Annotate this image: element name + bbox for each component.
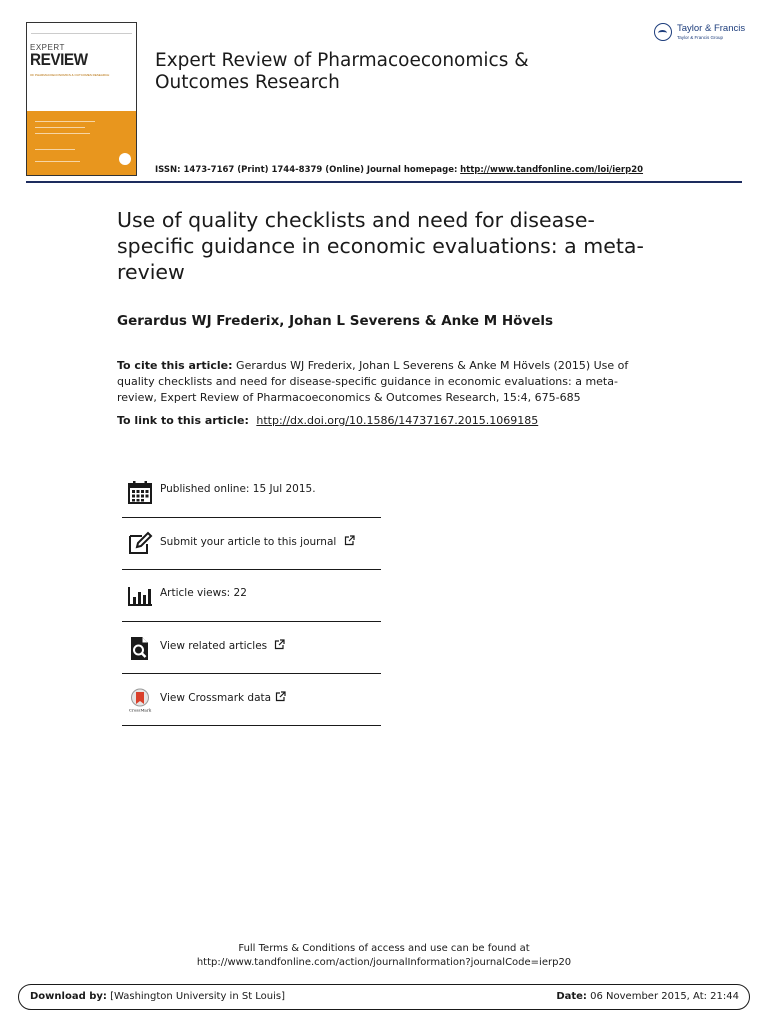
terms-url[interactable]: http://www.tandfonline.com/action/journalInformation?journalCode=ierp20 xyxy=(196,957,572,968)
cover-orange-panel xyxy=(27,111,136,175)
publisher-logo[interactable] xyxy=(654,21,746,47)
article-title: Use of quality checklists and need for disease-specific guidance in economic evaluations: a meta-review xyxy=(117,208,644,284)
edit-icon xyxy=(127,531,153,557)
issn-text: ISSN: 1473-7167 (Print) 1744-8379 (Online) Journal homepage: xyxy=(155,165,458,175)
doi-link[interactable]: http://dx.doi.org/10.1586/14737167.2015.1069185 xyxy=(256,414,539,427)
publisher-name: Taylor & Francis xyxy=(677,23,746,34)
issn-line xyxy=(155,165,643,175)
download-info-bar xyxy=(18,984,750,1010)
citation-text: Gerardus WJ Frederix, Johan L Severens & Anke M Hövels (2015) Use of quality checklists and need for disease-specific guidance in economic evaluations: a meta-review, Expert Review of Pharmacoeconomics & Outcomes Research, 15:4, 675-685 xyxy=(117,359,629,404)
calendar-icon xyxy=(127,479,153,505)
article-views-text: Article views: 22 xyxy=(160,587,247,599)
related-articles-text: View related articles xyxy=(160,640,268,652)
related-articles-link[interactable] xyxy=(160,639,285,652)
journal-title[interactable]: Expert Review of Pharmacoeconomics & Outcomes Research xyxy=(155,50,529,93)
citation-block xyxy=(117,358,637,406)
external-link-icon xyxy=(344,535,355,546)
submit-article-item[interactable] xyxy=(122,518,381,570)
article-authors: Gerardus WJ Frederix, Johan L Severens & Anke M Hövels xyxy=(117,313,554,329)
cover-subtitle-text: OF PHARMACOECONOMICS & OUTCOMES RESEARCH xyxy=(30,73,110,77)
submit-article-text: Submit your article to this journal xyxy=(160,536,337,548)
search-document-icon xyxy=(127,635,153,661)
cover-circle-logo xyxy=(119,153,131,165)
download-by-value: [Washington University in St Louis] xyxy=(110,991,286,1002)
cover-top-strip xyxy=(31,27,132,34)
crossmark-item[interactable] xyxy=(122,674,381,726)
download-date xyxy=(556,991,739,1002)
bar-chart-icon xyxy=(127,583,153,609)
header-divider xyxy=(26,181,742,183)
crossmark-text: View Crossmark data xyxy=(160,692,272,704)
terms-line-1: Full Terms & Conditions of access and use can be found at xyxy=(238,943,530,954)
cover-line xyxy=(35,121,95,122)
published-online-text: Published online: 15 Jul 2015. xyxy=(160,483,316,495)
download-date-value: 06 November 2015, At: 21:44 xyxy=(590,991,739,1002)
citation-label: To cite this article: xyxy=(117,359,233,372)
crossmark-icon xyxy=(127,687,153,713)
external-link-icon xyxy=(274,639,285,650)
cover-line xyxy=(35,149,75,150)
download-by xyxy=(30,991,285,1002)
submit-article-link[interactable] xyxy=(160,535,355,548)
download-date-label: Date: xyxy=(556,991,587,1002)
article-info-list xyxy=(122,466,381,726)
journal-cover-image xyxy=(26,22,137,176)
doi-link-line xyxy=(117,414,538,427)
download-by-label: Download by: xyxy=(30,991,107,1002)
crossmark-icon-label: CrossMark xyxy=(128,707,152,713)
published-online-item xyxy=(122,466,381,518)
doi-label: To link to this article: xyxy=(117,414,249,427)
publisher-logo-icon xyxy=(654,23,672,41)
terms-notice xyxy=(0,942,768,970)
journal-homepage-link[interactable]: http://www.tandfonline.com/loi/ierp20 xyxy=(460,165,644,175)
related-articles-item[interactable] xyxy=(122,622,381,674)
cover-line xyxy=(35,127,85,128)
cover-line xyxy=(35,161,80,162)
cover-line xyxy=(35,133,90,134)
publisher-subname: Taylor & Francis Group xyxy=(677,35,724,40)
cover-review-text: REVIEW xyxy=(30,50,88,69)
cover-expert-text: EXPERT xyxy=(30,43,65,52)
article-views-item xyxy=(122,570,381,622)
external-link-icon xyxy=(275,691,286,702)
crossmark-link[interactable] xyxy=(160,691,286,704)
